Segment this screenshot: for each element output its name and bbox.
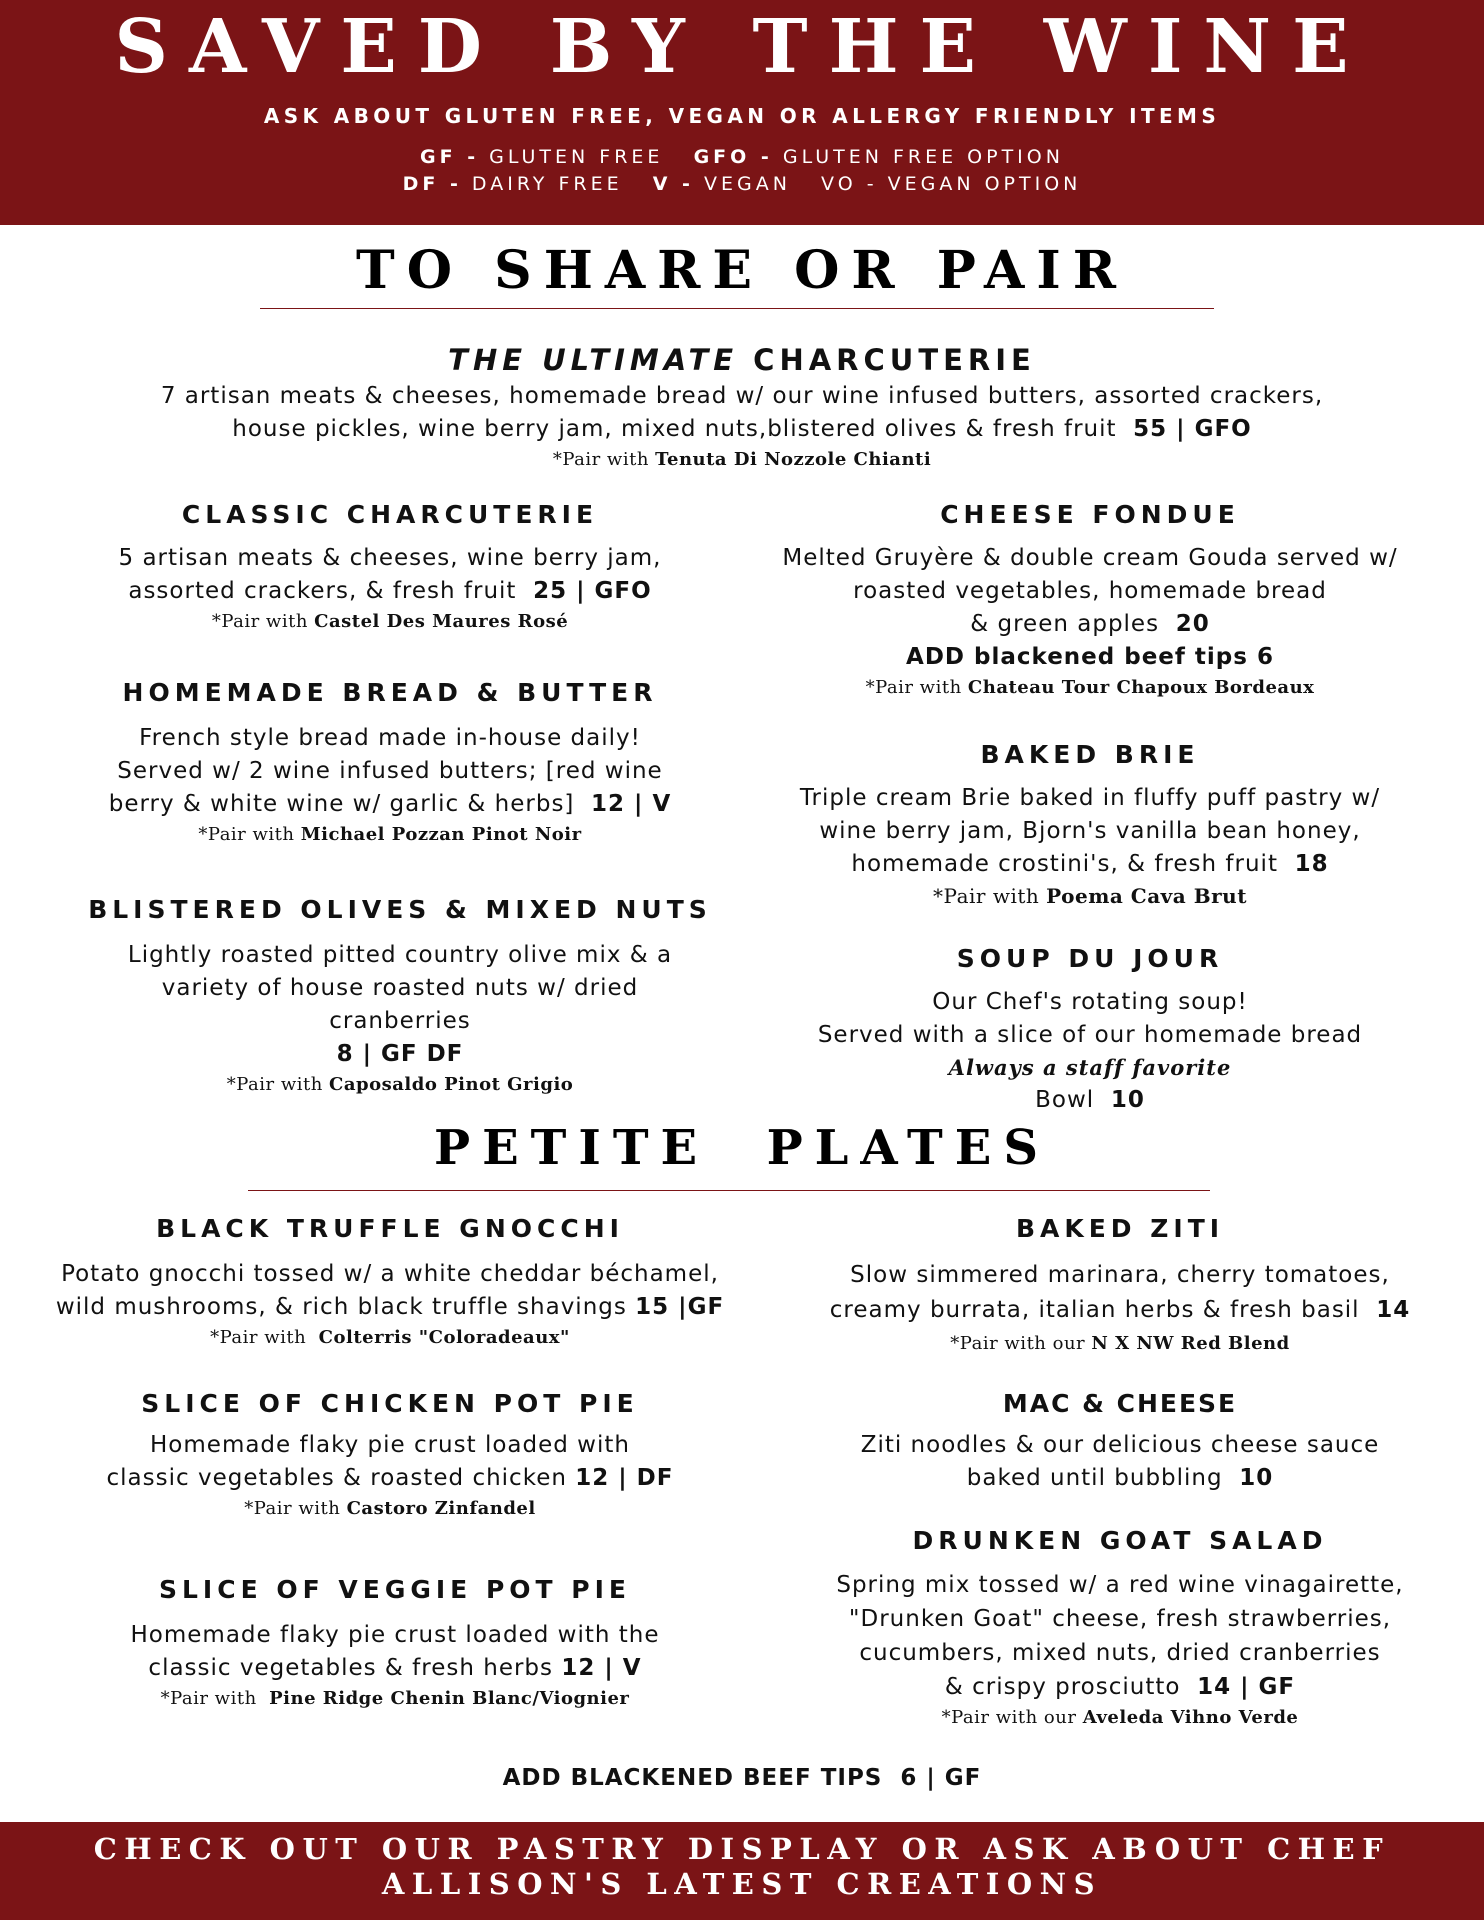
legend-gfo-code: GFO - [693, 146, 773, 168]
item-description [80, 380, 1404, 446]
footer-message [0, 1832, 1484, 1902]
pair-prefix: *Pair with [198, 824, 295, 845]
item-title [80, 340, 1404, 380]
section-heading-share: TO SHARE OR PAIR [356, 240, 1128, 301]
item-description [780, 1258, 1460, 1328]
item-description [40, 939, 760, 1071]
item-description [740, 542, 1440, 674]
description-line: French style bread made in-house daily! [139, 725, 641, 751]
item-description [40, 722, 740, 821]
pair-prefix: *Pair with [211, 611, 308, 632]
item-price: 10 [1110, 1087, 1145, 1113]
pair-wine: Castel Des Maures Rosé [314, 611, 569, 632]
wine-pairing [40, 1071, 760, 1098]
description-line: Spring mix tossed w/ a red wine vinagairette, [836, 1572, 1404, 1598]
item-description [30, 1619, 760, 1685]
description-line: Homemade flaky pie crust loaded with [150, 1432, 630, 1458]
item-price: 14 [1376, 1297, 1411, 1323]
pair-wine: Michael Pozzan Pinot Noir [300, 824, 582, 845]
pair-prefix: *Pair with [552, 449, 649, 470]
item-price: 20 [1175, 611, 1210, 637]
item-description [30, 1429, 750, 1495]
menu-item-ultimate-charcuterie [80, 340, 1404, 473]
description-text: wild mushrooms, & rich black truffle shavings [55, 1294, 627, 1320]
pair-wine: Chateau Tour Chapoux Bordeaux [967, 677, 1315, 698]
legend-v-text: VEGAN [703, 173, 791, 195]
description-line [740, 848, 1440, 881]
menu-item-olives-nuts [40, 893, 760, 1098]
description-text: house pickles, wine berry jam, mixed nuts,blistered olives & fresh fruit [232, 416, 1117, 442]
item-title: HOMEMADE BREAD & BUTTER [122, 678, 658, 707]
item-price: 15 |GF [635, 1294, 725, 1320]
description-line [40, 575, 740, 608]
menu-item-veggie-pot-pie [30, 1573, 760, 1712]
description-line [740, 641, 1440, 674]
item-description [740, 782, 1440, 881]
bowl-label: Bowl [1035, 1087, 1095, 1113]
description-line: roasted vegetables, homemade bread [853, 578, 1327, 604]
item-title: BAKED BRIE [980, 740, 1200, 769]
description-line: variety of house roasted nuts w/ dried [161, 975, 639, 1001]
description-text: & green apples [970, 611, 1160, 637]
description-line: Triple cream Brie baked in fluffy puff pastry w/ [799, 785, 1381, 811]
menu-item-gnocchi [30, 1212, 750, 1351]
description-line [30, 1291, 750, 1324]
pair-wine: Caposaldo Pinot Grigio [329, 1074, 574, 1095]
description-line: cucumbers, mixed nuts, dried cranberries [859, 1640, 1381, 1666]
wine-pairing [40, 608, 740, 635]
description-line: 7 artisan meats & cheeses, homemade bread w/ our wine infused butters, assorted crackers, [160, 383, 1324, 409]
description-line: Our Chef's rotating soup! [932, 989, 1248, 1015]
description-text: berry & white wine w/ garlic & herbs] [108, 791, 575, 817]
description-line [780, 1462, 1460, 1495]
item-title: BAKED ZITI [1015, 1214, 1225, 1243]
pair-wine: Tenuta Di Nozzole Chianti [655, 449, 932, 470]
wine-pairing [80, 446, 1404, 473]
legend-gfo-text: GLUTEN FREE OPTION [782, 146, 1064, 168]
description-line [780, 1293, 1460, 1328]
description-text: assorted crackers, & fresh fruit [128, 578, 517, 604]
pair-wine: Castoro Zinfandel [346, 1498, 536, 1519]
legend-line-1 [0, 146, 1484, 168]
section-divider-petite [248, 1190, 1210, 1191]
description-text: homemade crostini's, & fresh fruit [851, 851, 1278, 877]
item-title: CHEESE FONDUE [940, 500, 1240, 529]
menu-item-baked-ziti [780, 1212, 1460, 1357]
item-title: BLISTERED OLIVES & MIXED NUTS [88, 895, 712, 924]
legend-gf-code: GF - [420, 146, 480, 168]
pair-prefix: *Pair with [865, 677, 962, 698]
item-title: SOUP DU JOUR [956, 944, 1224, 973]
description-line: "Drunken Goat" cheese, fresh strawberries, [848, 1606, 1392, 1632]
menu-item-soup [740, 942, 1440, 1117]
legend-v-code: V - [652, 173, 694, 195]
item-title: SLICE OF CHICKEN POT PIE [141, 1389, 639, 1418]
description-line: Ziti noodles & our delicious cheese sauce [860, 1432, 1380, 1458]
item-description [40, 542, 740, 608]
pair-wine: Aveleda Vihno Verde [1082, 1707, 1299, 1728]
item-title: CLASSIC CHARCUTERIE [181, 500, 599, 529]
description-text: classic vegetables & roasted chicken [106, 1465, 567, 1491]
description-line: Lightly roasted pitted country olive mix & a [127, 942, 673, 968]
footer-banner [0, 1822, 1484, 1920]
description-line: Served with a slice of our homemade bread [817, 1022, 1363, 1048]
wine-pairing [740, 881, 1440, 911]
menu-item-mac-cheese [780, 1387, 1460, 1495]
pair-wine: Poema Cava Brut [1046, 884, 1247, 908]
item-title: BLACK TRUFFLE GNOCCHI [156, 1214, 624, 1243]
pair-prefix: *Pair with our [941, 1707, 1077, 1728]
description-text: & crispy prosciutto [944, 1674, 1181, 1700]
item-description [780, 1429, 1460, 1495]
restaurant-title: SAVED BY THE WINE [114, 4, 1370, 90]
description-line: 5 artisan meats & cheeses, wine berry jam, [118, 545, 662, 571]
description-line [30, 1462, 750, 1495]
wine-pairing [780, 1330, 1460, 1357]
pair-prefix: *Pair with [226, 1074, 323, 1095]
footer-line: CHECK OUT OUR PASTRY DISPLAY OR ASK ABOUT CHEF [93, 1832, 1391, 1866]
item-description [30, 1258, 750, 1324]
item-price: 10 [1239, 1465, 1274, 1491]
description-line [40, 1038, 760, 1071]
header-banner [0, 0, 1484, 225]
legend-line-2 [0, 173, 1484, 195]
menu-item-baked-brie [740, 738, 1440, 911]
add-beef-tips: ADD BLACKENED BEEF TIPS 6 | GF [502, 1765, 982, 1791]
item-price: 55 | GFO [1133, 416, 1252, 442]
item-price: 12 | V [591, 791, 672, 817]
section-divider-share [260, 308, 1214, 309]
description-text: creamy burrata, italian herbs & fresh basil [829, 1297, 1360, 1323]
pair-prefix: *Pair with [933, 884, 1040, 908]
menu-item-bread-butter [40, 676, 740, 848]
legend-df-text: DAIRY FREE [471, 173, 623, 195]
description-text: baked until bubbling [966, 1465, 1223, 1491]
menu-item-chicken-pot-pie [30, 1387, 750, 1522]
description-line [40, 788, 740, 821]
allergy-notice: ASK ABOUT GLUTEN FREE, VEGAN OR ALLERGY FRIENDLY ITEMS [263, 104, 1221, 128]
item-title: DRUNKEN GOAT SALAD [912, 1526, 1328, 1555]
wine-pairing [780, 1704, 1460, 1731]
item-price: 8 | GF DF [336, 1041, 464, 1067]
item-price: 12 | V [561, 1655, 642, 1681]
item-price-line [740, 1084, 1440, 1117]
item-price: 14 | GF [1197, 1674, 1296, 1700]
description-line [740, 608, 1440, 641]
description-line: Homemade flaky pie crust loaded with the [130, 1622, 660, 1648]
description-line [80, 413, 1404, 446]
description-line [30, 1652, 760, 1685]
add-on: ADD blackened beef tips 6 [906, 644, 1274, 670]
item-price: 18 [1294, 851, 1329, 877]
description-text: classic vegetables & fresh herbs [148, 1655, 554, 1681]
pair-wine: Pine Ridge Chenin Blanc/Viognier [269, 1688, 630, 1709]
pair-prefix: *Pair with our [950, 1333, 1086, 1354]
legend-gf-text: GLUTEN FREE [489, 146, 664, 168]
wine-pairing [30, 1495, 750, 1522]
item-title: MAC & CHEESE [1002, 1389, 1238, 1418]
wine-pairing [40, 821, 740, 848]
item-title-italic: THE ULTIMATE [448, 343, 739, 377]
description-line: Potato gnocchi tossed w/ a white cheddar béchamel, [61, 1261, 719, 1287]
description-line: wine berry jam, Bjorn's vanilla bean honey, [819, 818, 1361, 844]
menu-item-cheese-fondue [740, 498, 1440, 701]
wine-pairing [30, 1685, 760, 1712]
item-price: 12 | DF [575, 1465, 674, 1491]
pair-wine: Colterris "Coloradeaux" [318, 1327, 570, 1348]
item-title-rest: CHARCUTERIE [753, 343, 1036, 377]
item-title: SLICE OF VEGGIE POT PIE [159, 1575, 631, 1604]
pair-prefix: *Pair with [244, 1498, 341, 1519]
description-line: Melted Gruyère & double cream Gouda served w/ [782, 545, 1398, 571]
pair-wine: N X NW Red Blend [1091, 1333, 1290, 1354]
item-description [780, 1568, 1460, 1704]
staff-favorite-tag: Always a staff favorite [948, 1055, 1232, 1080]
pair-prefix: *Pair with [160, 1688, 257, 1709]
menu-item-drunken-goat-salad [780, 1524, 1460, 1731]
wine-pairing [30, 1324, 750, 1351]
legend-df-code: DF - [402, 173, 462, 195]
description-line [780, 1670, 1460, 1704]
description-line: Served w/ 2 wine infused butters; [red wine [117, 758, 663, 784]
item-price: 25 | GFO [533, 578, 652, 604]
description-line: cranberries [329, 1008, 471, 1034]
pair-prefix: *Pair with [210, 1327, 307, 1348]
footer-line: ALLISON'S LATEST CREATIONS [381, 1867, 1103, 1901]
legend-vo-text: VO - VEGAN OPTION [821, 173, 1082, 195]
description-line: Slow simmered marinara, cherry tomatoes, [850, 1262, 1390, 1288]
menu-item-classic-charcuterie [40, 498, 740, 635]
item-description [740, 986, 1440, 1052]
section-heading-petite: PETITE PLATES [433, 1120, 1050, 1176]
wine-pairing [740, 674, 1440, 701]
